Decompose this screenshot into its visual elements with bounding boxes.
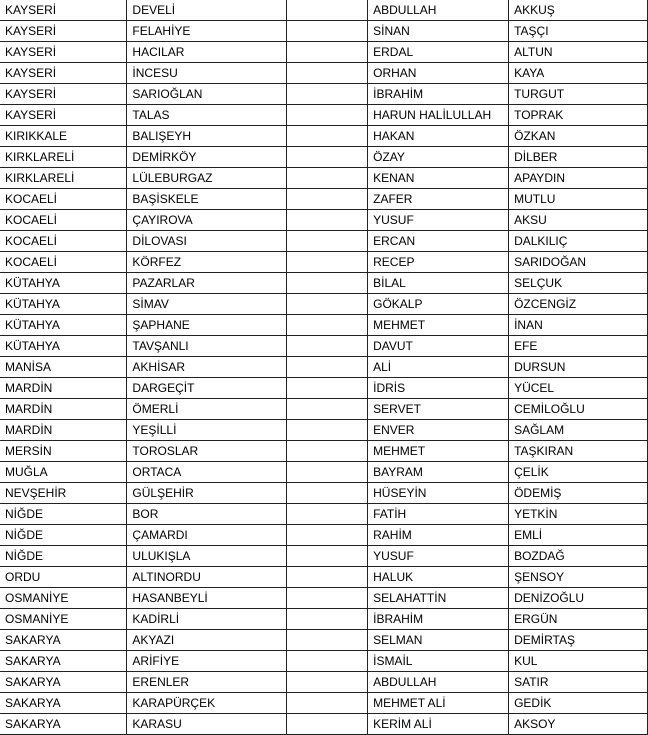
province-cell[interactable]: KOCAELİ — [0, 189, 127, 210]
province-cell[interactable]: SAKARYA — [0, 714, 127, 735]
table-row — [0, 693, 648, 714]
table-row — [0, 168, 648, 189]
district-cell[interactable]: İNCESU — [127, 63, 287, 84]
table-row — [0, 336, 648, 357]
table-row — [0, 42, 648, 63]
province-cell[interactable]: MARDİN — [0, 399, 127, 420]
first-name-cell[interactable]: SELMAN — [368, 630, 509, 651]
first-name-cell[interactable]: KENAN — [368, 168, 509, 189]
province-cell[interactable]: MANİSA — [0, 357, 127, 378]
last-name-cell[interactable]: TAŞÇI — [509, 21, 648, 42]
first-name-cell[interactable]: KERİM ALİ — [368, 714, 509, 735]
first-name-cell[interactable]: MEHMET ALİ — [368, 693, 509, 714]
empty-cell[interactable] — [287, 609, 368, 630]
last-name-cell[interactable]: TURGUT — [509, 84, 648, 105]
last-name-cell[interactable]: DEMİRTAŞ — [509, 630, 648, 651]
province-cell[interactable]: KAYSERİ — [0, 0, 127, 21]
province-cell[interactable]: MARDİN — [0, 420, 127, 441]
province-cell[interactable]: KOCAELİ — [0, 252, 127, 273]
province-cell[interactable]: SAKARYA — [0, 672, 127, 693]
province-cell[interactable]: KAYSERİ — [0, 63, 127, 84]
last-name-cell[interactable]: YÜCEL — [509, 378, 648, 399]
first-name-cell[interactable]: İBRAHİM — [368, 84, 509, 105]
empty-cell[interactable] — [287, 651, 368, 672]
table-row — [0, 378, 648, 399]
district-cell[interactable]: AKHİSAR — [127, 357, 287, 378]
district-cell[interactable]: TALAS — [127, 105, 287, 126]
table-row — [0, 105, 648, 126]
empty-cell[interactable] — [287, 231, 368, 252]
table-row — [0, 546, 648, 567]
district-cell[interactable]: ŞAPHANE — [127, 315, 287, 336]
empty-cell[interactable] — [287, 252, 368, 273]
first-name-cell[interactable]: FATİH — [368, 504, 509, 525]
last-name-cell[interactable]: BOZDAĞ — [509, 546, 648, 567]
district-cell[interactable]: PAZARLAR — [127, 273, 287, 294]
province-cell[interactable]: KÜTAHYA — [0, 273, 127, 294]
last-name-cell[interactable]: CEMİLOĞLU — [509, 399, 648, 420]
empty-cell[interactable] — [287, 189, 368, 210]
table-row — [0, 588, 648, 609]
first-name-cell[interactable]: İDRİS — [368, 378, 509, 399]
district-cell[interactable]: HACILAR — [127, 42, 287, 63]
last-name-cell[interactable]: SELÇUK — [509, 273, 648, 294]
last-name-cell[interactable]: ŞENSOY — [509, 567, 648, 588]
table-row — [0, 420, 648, 441]
last-name-cell[interactable]: DURSUN — [509, 357, 648, 378]
table-row — [0, 630, 648, 651]
empty-cell[interactable] — [287, 0, 368, 21]
table-row — [0, 441, 648, 462]
district-cell[interactable]: DİLOVASI — [127, 231, 287, 252]
province-cell[interactable]: KÜTAHYA — [0, 336, 127, 357]
first-name-cell[interactable]: YUSUF — [368, 210, 509, 231]
district-cell[interactable]: KÖRFEZ — [127, 252, 287, 273]
district-cell[interactable]: ARİFİYE — [127, 651, 287, 672]
first-name-cell[interactable]: MEHMET — [368, 315, 509, 336]
province-cell[interactable]: KÜTAHYA — [0, 294, 127, 315]
district-cell[interactable]: BAŞİSKELE — [127, 189, 287, 210]
province-cell[interactable]: KAYSERİ — [0, 21, 127, 42]
province-cell[interactable]: OSMANİYE — [0, 588, 127, 609]
empty-cell[interactable] — [287, 336, 368, 357]
empty-cell[interactable] — [287, 399, 368, 420]
table-row — [0, 63, 648, 84]
last-name-cell[interactable]: İNAN — [509, 315, 648, 336]
province-cell[interactable]: KIRIKKALE — [0, 126, 127, 147]
table-row — [0, 0, 648, 21]
province-cell[interactable]: KÜTAHYA — [0, 315, 127, 336]
table-row — [0, 84, 648, 105]
district-cell[interactable]: LÜLEBURGAZ — [127, 168, 287, 189]
district-cell[interactable]: ÖMERLİ — [127, 399, 287, 420]
first-name-cell[interactable]: RECEP — [368, 252, 509, 273]
empty-cell[interactable] — [287, 168, 368, 189]
first-name-cell[interactable]: İSMAİL — [368, 651, 509, 672]
empty-cell[interactable] — [287, 315, 368, 336]
last-name-cell[interactable]: DENİZOĞLU — [509, 588, 648, 609]
table-row — [0, 399, 648, 420]
first-name-cell[interactable]: ERCAN — [368, 231, 509, 252]
empty-cell[interactable] — [287, 441, 368, 462]
last-name-cell[interactable]: ALTUN — [509, 42, 648, 63]
table-row — [0, 147, 648, 168]
province-cell[interactable]: MARDİN — [0, 378, 127, 399]
first-name-cell[interactable]: BİLAL — [368, 273, 509, 294]
empty-cell[interactable] — [287, 672, 368, 693]
province-cell[interactable]: NİĞDE — [0, 525, 127, 546]
first-name-cell[interactable]: ABDULLAH — [368, 0, 509, 21]
district-cell[interactable]: ULUKIŞLA — [127, 546, 287, 567]
table-row — [0, 462, 648, 483]
empty-cell[interactable] — [287, 294, 368, 315]
last-name-cell[interactable]: SARIDOĞAN — [509, 252, 648, 273]
empty-cell[interactable] — [287, 21, 368, 42]
last-name-cell[interactable]: APAYDIN — [509, 168, 648, 189]
first-name-cell[interactable]: SELAHATTİN — [368, 588, 509, 609]
empty-cell[interactable] — [287, 504, 368, 525]
district-cell[interactable]: AKYAZI — [127, 630, 287, 651]
district-cell[interactable]: ORTACA — [127, 462, 287, 483]
last-name-cell[interactable]: MUTLU — [509, 189, 648, 210]
table-row — [0, 252, 648, 273]
first-name-cell[interactable]: BAYRAM — [368, 462, 509, 483]
empty-cell[interactable] — [287, 378, 368, 399]
district-cell[interactable]: ERENLER — [127, 672, 287, 693]
district-cell[interactable]: BALIŞEYH — [127, 126, 287, 147]
last-name-cell[interactable]: AKKUŞ — [509, 0, 648, 21]
last-name-cell[interactable]: GEDİK — [509, 693, 648, 714]
first-name-cell[interactable]: HÜSEYİN — [368, 483, 509, 504]
district-cell[interactable]: SİMAV — [127, 294, 287, 315]
last-name-cell[interactable]: ÇELİK — [509, 462, 648, 483]
empty-cell[interactable] — [287, 126, 368, 147]
district-cell[interactable]: SARIOĞLAN — [127, 84, 287, 105]
last-name-cell[interactable]: AKSOY — [509, 714, 648, 735]
district-cell[interactable]: HASANBEYLİ — [127, 588, 287, 609]
province-cell[interactable]: SAKARYA — [0, 693, 127, 714]
table-row — [0, 126, 648, 147]
district-cell[interactable]: KARAPÜRÇEK — [127, 693, 287, 714]
first-name-cell[interactable]: HALUK — [368, 567, 509, 588]
first-name-cell[interactable]: ORHAN — [368, 63, 509, 84]
district-cell[interactable]: FELAHİYE — [127, 21, 287, 42]
empty-cell[interactable] — [287, 630, 368, 651]
last-name-cell[interactable]: SATIR — [509, 672, 648, 693]
first-name-cell[interactable]: İBRAHİM — [368, 609, 509, 630]
first-name-cell[interactable]: ALİ — [368, 357, 509, 378]
district-cell[interactable]: TOROSLAR — [127, 441, 287, 462]
first-name-cell[interactable]: DAVUT — [368, 336, 509, 357]
empty-cell[interactable] — [287, 147, 368, 168]
empty-cell[interactable] — [287, 567, 368, 588]
empty-cell[interactable] — [287, 105, 368, 126]
province-cell[interactable]: OSMANİYE — [0, 609, 127, 630]
district-cell[interactable]: GÜLŞEHİR — [127, 483, 287, 504]
last-name-cell[interactable]: DALKILIÇ — [509, 231, 648, 252]
district-cell[interactable]: KADİRLİ — [127, 609, 287, 630]
table-row — [0, 21, 648, 42]
empty-cell[interactable] — [287, 210, 368, 231]
province-cell[interactable]: ORDU — [0, 567, 127, 588]
first-name-cell[interactable]: ENVER — [368, 420, 509, 441]
first-name-cell[interactable]: ZAFER — [368, 189, 509, 210]
province-cell[interactable]: SAKARYA — [0, 630, 127, 651]
last-name-cell[interactable]: ÖZKAN — [509, 126, 648, 147]
table-row — [0, 231, 648, 252]
province-cell[interactable]: KIRKLARELİ — [0, 147, 127, 168]
last-name-cell[interactable]: KUL — [509, 651, 648, 672]
table-row — [0, 672, 648, 693]
province-cell[interactable]: KAYSERİ — [0, 105, 127, 126]
empty-cell[interactable] — [287, 42, 368, 63]
last-name-cell[interactable]: EFE — [509, 336, 648, 357]
last-name-cell[interactable]: ERGÜN — [509, 609, 648, 630]
district-cell[interactable]: DEVELİ — [127, 0, 287, 21]
district-cell[interactable]: ÇAMARDI — [127, 525, 287, 546]
province-cell[interactable]: KOCAELİ — [0, 210, 127, 231]
first-name-cell[interactable]: RAHİM — [368, 525, 509, 546]
first-name-cell[interactable]: MEHMET — [368, 441, 509, 462]
district-cell[interactable]: DEMİRKÖY — [127, 147, 287, 168]
last-name-cell[interactable]: ÖDEMİŞ — [509, 483, 648, 504]
empty-cell[interactable] — [287, 483, 368, 504]
empty-cell[interactable] — [287, 693, 368, 714]
empty-cell[interactable] — [287, 546, 368, 567]
first-name-cell[interactable]: SİNAN — [368, 21, 509, 42]
province-cell[interactable]: KIRKLARELİ — [0, 168, 127, 189]
first-name-cell[interactable]: ERDAL — [368, 42, 509, 63]
last-name-cell[interactable]: KAYA — [509, 63, 648, 84]
province-cell[interactable]: NİĞDE — [0, 546, 127, 567]
table-row — [0, 315, 648, 336]
province-cell[interactable]: KAYSERİ — [0, 84, 127, 105]
empty-cell[interactable] — [287, 420, 368, 441]
table-row — [0, 189, 648, 210]
province-cell[interactable]: MERSİN — [0, 441, 127, 462]
table-row — [0, 567, 648, 588]
last-name-cell[interactable]: TAŞKIRAN — [509, 441, 648, 462]
last-name-cell[interactable]: TOPRAK — [509, 105, 648, 126]
last-name-cell[interactable]: YETKİN — [509, 504, 648, 525]
empty-cell[interactable] — [287, 462, 368, 483]
empty-cell[interactable] — [287, 588, 368, 609]
last-name-cell[interactable]: EMLİ — [509, 525, 648, 546]
district-cell[interactable]: ALTINORDU — [127, 567, 287, 588]
first-name-cell[interactable]: YUSUF — [368, 546, 509, 567]
empty-cell[interactable] — [287, 357, 368, 378]
table-row — [0, 609, 648, 630]
last-name-cell[interactable]: SAĞLAM — [509, 420, 648, 441]
table-row — [0, 714, 648, 735]
empty-cell[interactable] — [287, 63, 368, 84]
last-name-cell[interactable]: AKSU — [509, 210, 648, 231]
last-name-cell[interactable]: ÖZCENGİZ — [509, 294, 648, 315]
table-row — [0, 273, 648, 294]
province-cell[interactable]: MUĞLA — [0, 462, 127, 483]
empty-cell[interactable] — [287, 84, 368, 105]
table-row — [0, 294, 648, 315]
province-cell[interactable]: NİĞDE — [0, 504, 127, 525]
table-row — [0, 357, 648, 378]
district-cell[interactable]: KARASU — [127, 714, 287, 735]
district-cell[interactable]: TAVŞANLI — [127, 336, 287, 357]
province-cell[interactable]: NEVŞEHİR — [0, 483, 127, 504]
first-name-cell[interactable]: SERVET — [368, 399, 509, 420]
first-name-cell[interactable]: HARUN HALİLULLAH — [368, 105, 509, 126]
table-row — [0, 504, 648, 525]
last-name-cell[interactable]: DİLBER — [509, 147, 648, 168]
first-name-cell[interactable]: ÖZAY — [368, 147, 509, 168]
province-cell[interactable]: KOCAELİ — [0, 231, 127, 252]
table-row — [0, 651, 648, 672]
province-cell[interactable]: KAYSERİ — [0, 42, 127, 63]
district-cell[interactable]: DARGEÇİT — [127, 378, 287, 399]
table-row — [0, 483, 648, 504]
first-name-cell[interactable]: HAKAN — [368, 126, 509, 147]
district-cell[interactable]: ÇAYIROVA — [127, 210, 287, 231]
empty-cell[interactable] — [287, 273, 368, 294]
empty-cell[interactable] — [287, 714, 368, 735]
table-row — [0, 525, 648, 546]
district-cell[interactable]: BOR — [127, 504, 287, 525]
province-cell[interactable]: SAKARYA — [0, 651, 127, 672]
first-name-cell[interactable]: ABDULLAH — [368, 672, 509, 693]
empty-cell[interactable] — [287, 525, 368, 546]
district-cell[interactable]: YEŞİLLİ — [127, 420, 287, 441]
first-name-cell[interactable]: GÖKALP — [368, 294, 509, 315]
table-row — [0, 210, 648, 231]
